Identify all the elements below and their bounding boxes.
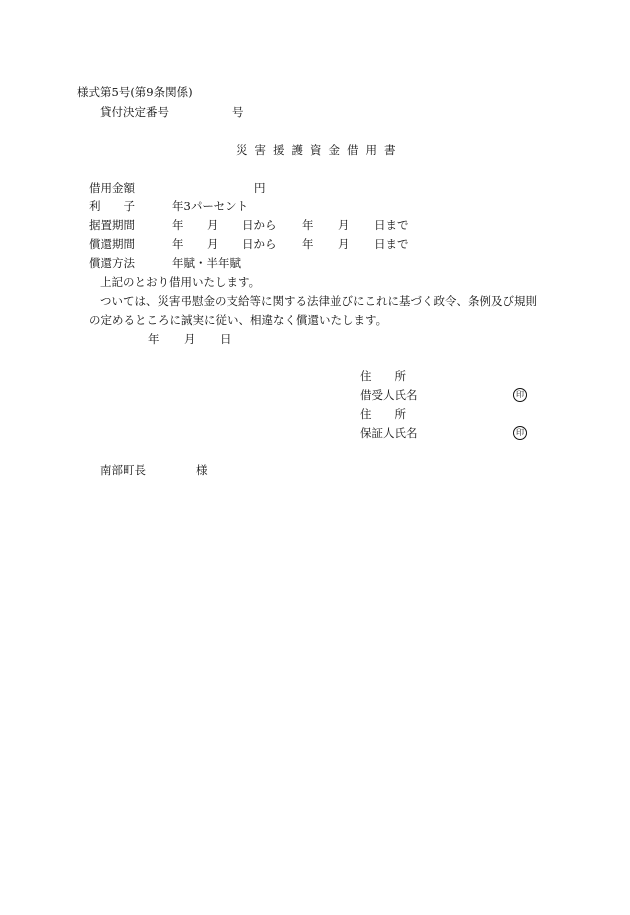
loan-decision-label: 貸付決定番号 <box>100 105 169 119</box>
form-number: 様式第5号(第9条関係) <box>77 85 193 99</box>
amount-label: 借用金額 <box>89 181 135 195</box>
document-title: 災害援護資金借用書 <box>236 143 403 157</box>
deferment-start-month: 月 <box>207 218 219 232</box>
addressee-name: 南部町長 <box>100 463 146 477</box>
repayment-period-label: 償還期間 <box>89 237 135 251</box>
deferment-start-day: 日から <box>242 218 277 232</box>
repayment-start-year: 年 <box>172 237 184 251</box>
body-line-3: の定めるところに誠実に従い、相違なく償還いたします。 <box>89 313 388 327</box>
repayment-method-value: 年賦・半年賦 <box>172 256 241 270</box>
deferment-end-year: 年 <box>302 218 314 232</box>
interest-label: 利 子 <box>89 199 135 213</box>
guarantor-address-label: 住 所 <box>360 407 406 421</box>
amount-unit: 円 <box>254 181 266 195</box>
interest-value: 年3パーセント <box>172 199 249 213</box>
borrower-seal-icon: 印 <box>513 388 527 402</box>
repayment-end-day: 日まで <box>374 237 409 251</box>
body-line-2: ついては、災害弔慰金の支給等に関する法律並びにこれに基づく政令、条例及び規則 <box>100 294 537 308</box>
loan-decision-number-suffix: 号 <box>232 105 244 119</box>
guarantor-seal-icon: 印 <box>513 426 527 440</box>
date-day: 日 <box>220 332 232 346</box>
deferment-period-label: 据置期間 <box>89 218 135 232</box>
repayment-method-label: 償還方法 <box>89 256 135 270</box>
deferment-end-month: 月 <box>338 218 350 232</box>
date-year: 年 <box>148 332 160 346</box>
repayment-start-day: 日から <box>242 237 277 251</box>
guarantor-name-label: 保証人氏名 <box>360 426 418 440</box>
borrower-name-label: 借受人氏名 <box>360 388 418 402</box>
repayment-end-month: 月 <box>338 237 350 251</box>
addressee-honorific: 様 <box>196 463 208 477</box>
body-line-1: 上記のとおり借用いたします。 <box>100 275 261 289</box>
borrower-address-label: 住 所 <box>360 369 406 383</box>
deferment-end-day: 日まで <box>374 218 409 232</box>
date-month: 月 <box>184 332 196 346</box>
deferment-start-year: 年 <box>172 218 184 232</box>
repayment-start-month: 月 <box>207 237 219 251</box>
repayment-end-year: 年 <box>302 237 314 251</box>
